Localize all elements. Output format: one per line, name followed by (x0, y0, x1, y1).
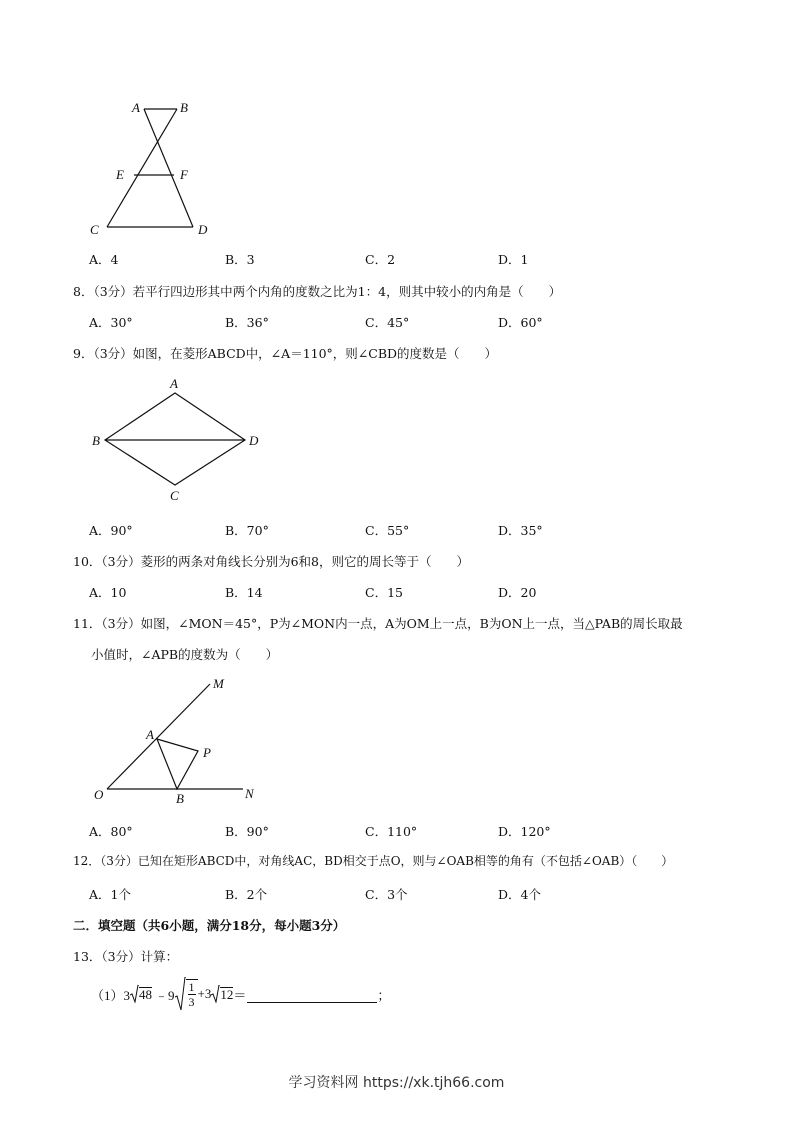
answer-blank[interactable] (247, 986, 377, 1003)
label-m: M (213, 676, 224, 691)
label-p: P (203, 745, 211, 760)
label-b: B (180, 100, 188, 115)
q12-option-d: D．4个 (498, 887, 541, 902)
q11-option-d: D．120° (498, 824, 551, 839)
q7-option-b: B．3 (225, 252, 255, 267)
figure-q9-rhombus (85, 372, 270, 507)
label-o: O (94, 787, 104, 802)
label-a: A (132, 100, 140, 115)
mid1: ﹣9 (155, 987, 175, 1003)
radical-icon (211, 985, 220, 1003)
radical-icon (175, 977, 186, 1011)
q7-option-a: A．4 (89, 252, 119, 267)
q11-stem-line2: 小值时，∠APB的度数为（ ） (91, 647, 279, 662)
footer-watermark: 学习资料网 https://xk.tjh66.com (288, 1075, 505, 1091)
part1-prefix: （1）3 (91, 987, 131, 1003)
q12-option-b: B．2个 (225, 887, 268, 902)
semicolon: ； (377, 987, 391, 1003)
label-d: D (198, 222, 208, 237)
q9-option-c: C．55° (365, 523, 410, 538)
label-c: C (90, 222, 99, 237)
q10-option-d: D．20 (498, 585, 537, 600)
figure-q11 (85, 672, 270, 812)
q8-option-a: A．30° (89, 315, 133, 330)
q11-option-c: C．110° (365, 824, 418, 839)
label-a: A (146, 727, 154, 742)
label-c: C (170, 488, 179, 503)
frac-denominator: 3 (188, 995, 195, 1009)
q10-option-a: A．10 (89, 585, 127, 600)
label-d: D (249, 433, 259, 448)
q8-option-b: B．36° (225, 315, 269, 330)
frac-numerator: 1 (188, 980, 195, 994)
sqrt-48: 48 (130, 985, 152, 1003)
q10-option-c: C．15 (365, 585, 403, 600)
label-b: B (92, 433, 100, 448)
q7-option-d: D．1 (498, 252, 529, 267)
q10-option-b: B．14 (225, 585, 263, 600)
sqrt-12: 12 (211, 985, 233, 1003)
q9-option-b: B．70° (225, 523, 269, 538)
label-n: N (245, 786, 254, 801)
equals: ＝ (233, 987, 247, 1003)
q11-option-b: B．90° (225, 824, 269, 839)
q7-option-c: C．2 (365, 252, 396, 267)
sqrt-fraction (175, 977, 198, 1011)
q13-stem: 13．（3分）计算： (73, 949, 179, 964)
label-a: A (170, 376, 178, 391)
q8-option-d: D．60° (498, 315, 543, 330)
q11-stem-line1: 11．（3分）如图，∠MON＝45°，P为∠MON内一点，A为OM上一点，B为ON上一点，当△PAB的周长取最 (73, 616, 683, 631)
label-f: F (180, 167, 188, 182)
q12-stem: 12．（3分）已知在矩形ABCD中，对角线AC，BD相交于点O，则与∠OAB相等的角有（不包括∠OAB）（ ） (73, 854, 674, 868)
section-title: 二．填空题（共6小题，满分18分，每小题3分） (73, 918, 346, 933)
q11-option-a: A．80° (89, 824, 133, 839)
q10-stem: 10．（3分）菱形的两条对角线长分别为6和8，则它的周长等于（ ） (73, 554, 470, 569)
q9-option-d: D．35° (498, 523, 543, 538)
radical-icon (130, 985, 139, 1003)
figure-q7 (80, 95, 230, 240)
q12-option-a: A．1个 (89, 887, 131, 902)
label-b: B (176, 791, 184, 806)
q12-option-c: C．3个 (365, 887, 408, 902)
q8-option-c: C．45° (365, 315, 410, 330)
mid2: +3 (197, 986, 212, 1001)
label-e: E (116, 167, 124, 182)
q8-stem: 8．（3分）若平行四边形其中两个内角的度数之比为1：4，则其中较小的内角是（ ） (73, 284, 562, 299)
q9-option-a: A．90° (89, 523, 133, 538)
q13-part1 (91, 976, 390, 1012)
q9-stem: 9．（3分）如图，在菱形ABCD中，∠A＝110°，则∠CBD的度数是（ ） (73, 346, 498, 361)
